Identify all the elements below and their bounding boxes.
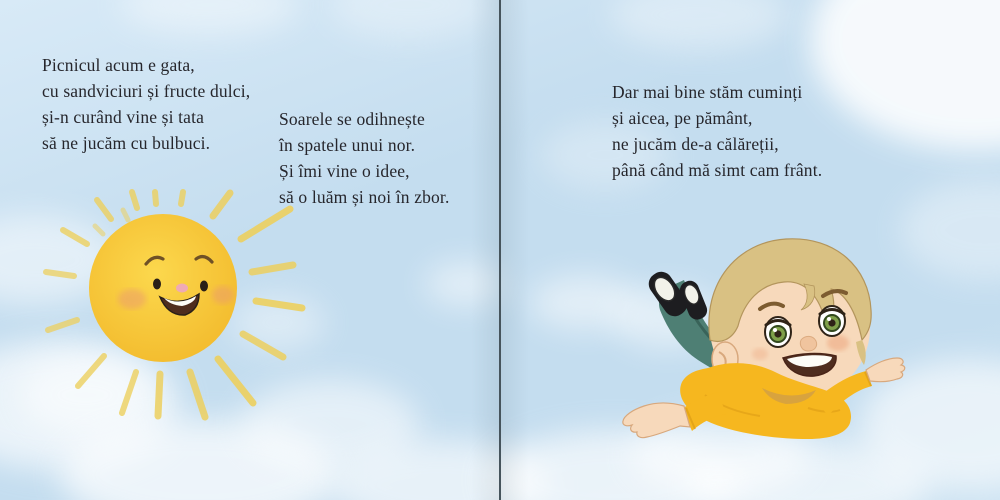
cloud	[810, 0, 1000, 150]
boy-shoes	[644, 267, 709, 322]
cloud	[330, 0, 490, 40]
verse-line: Dar mai bine stăm cuminți	[612, 82, 803, 102]
flying-boy-illustration	[610, 230, 925, 450]
verse-line: și-n curând vine și tata	[42, 107, 205, 127]
gutter-shading	[471, 0, 499, 500]
cloud	[610, 0, 790, 50]
boy-eye-right	[819, 306, 845, 336]
boy-eye-left	[765, 317, 791, 347]
verse-line: să ne jucăm cu bulbuci.	[42, 133, 211, 153]
boy-nose	[800, 336, 816, 351]
sun-body	[89, 214, 237, 362]
sun-illustration	[45, 190, 307, 430]
cloud	[120, 0, 300, 35]
verse-line: Și îmi vine o idee,	[279, 161, 410, 181]
verse-line: în spatele unui nor.	[279, 135, 416, 155]
verse-line: și aicea, pe pământ,	[612, 108, 753, 128]
verse-line: ne jucăm de-a călăreții,	[612, 134, 779, 154]
verse-line: cu sandviciuri și fructe dulci,	[42, 81, 251, 101]
verse-line: Soarele se odihnește	[279, 109, 425, 129]
boy-hand-right	[866, 358, 905, 382]
verse-dar-mai-bine	[612, 79, 822, 183]
verse-picnic	[42, 52, 250, 156]
boy-body	[623, 358, 905, 439]
gutter-shading	[501, 0, 529, 500]
verse-line: să o luăm și noi în zbor.	[279, 187, 450, 207]
verse-line: Picnicul acum e gata,	[42, 55, 195, 75]
page-gutter	[499, 0, 501, 500]
verse-line: până când mă simt cam frânt.	[612, 160, 823, 180]
boy-hand-left	[623, 403, 690, 438]
